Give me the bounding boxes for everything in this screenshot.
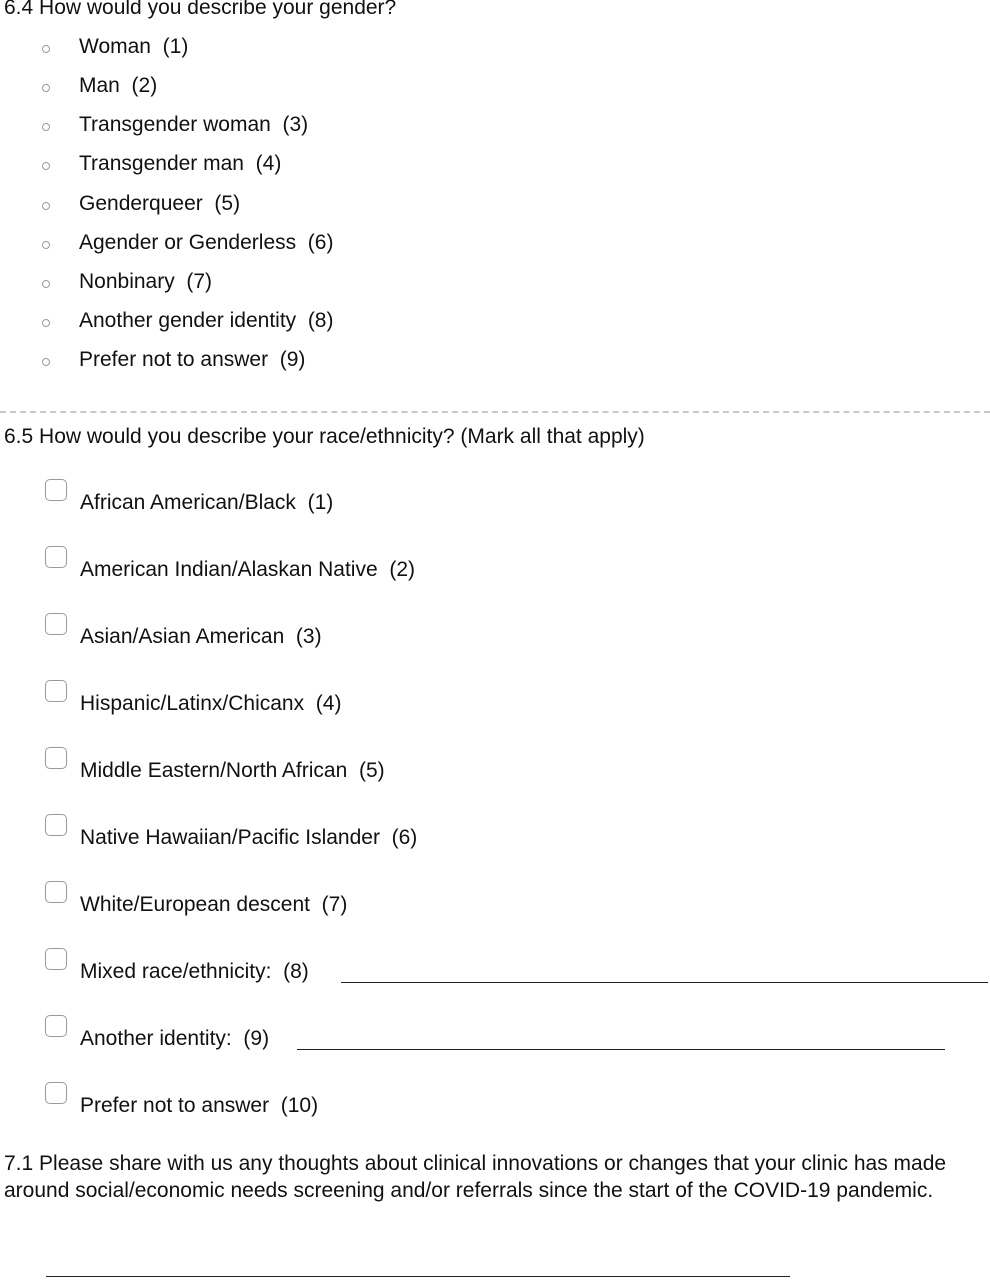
radio-option-label: Transgender woman (3) [79, 113, 309, 136]
mixed-race-text-field[interactable] [341, 982, 988, 983]
checkbox[interactable] [45, 814, 67, 836]
checkbox-option-label: Mixed race/ethnicity: (8) [80, 960, 309, 983]
checkbox-option-native-hawaiian[interactable] [0, 814, 990, 864]
checkbox-option-another-identity[interactable] [0, 1015, 990, 1065]
checkbox-option-label: Hispanic/Latinx/Chicanx (4) [80, 692, 342, 715]
checkbox-option-mixed[interactable] [0, 948, 990, 998]
radio-icon[interactable] [42, 202, 50, 210]
radio-option-label: Agender or Genderless (6) [79, 231, 334, 254]
checkbox-option-american-indian[interactable] [0, 546, 990, 596]
checkbox-option-label: Asian/Asian American (3) [80, 625, 322, 648]
radio-option-label: Transgender man (4) [79, 152, 282, 175]
radio-option-transgender-woman[interactable] [0, 111, 700, 141]
radio-option-another-gender[interactable] [0, 307, 700, 337]
radio-option-man[interactable] [0, 72, 700, 102]
checkbox-option-middle-eastern[interactable] [0, 747, 990, 797]
radio-option-nonbinary[interactable] [0, 268, 700, 298]
checkbox-option-label: Another identity: (9) [80, 1027, 270, 1050]
radio-icon[interactable] [42, 280, 50, 288]
radio-option-label: Nonbinary (7) [79, 270, 213, 293]
radio-option-genderqueer[interactable] [0, 190, 700, 220]
checkbox[interactable] [45, 613, 67, 635]
checkbox[interactable] [45, 680, 67, 702]
checkbox-option-label: Prefer not to answer (10) [80, 1094, 319, 1117]
checkbox[interactable] [45, 881, 67, 903]
checkbox[interactable] [45, 747, 67, 769]
radio-option-transgender-man[interactable] [0, 150, 700, 180]
radio-icon[interactable] [42, 123, 50, 131]
checkbox-option-label: Native Hawaiian/Pacific Islander (6) [80, 826, 418, 849]
radio-option-label: Prefer not to answer (9) [79, 348, 306, 371]
checkbox[interactable] [45, 1015, 67, 1037]
radio-option-prefer-not[interactable] [0, 346, 700, 376]
another-identity-text-field[interactable] [297, 1049, 945, 1050]
checkbox-option-label: White/European descent (7) [80, 893, 348, 916]
question-7-1-text: 7.1 Please share with us any thoughts about clinical innovations or changes that your clinic has made around social/economic needs screening and/or referrals since the start of the COVID-19 pandemic. [4, 1152, 947, 1202]
checkbox-option-asian[interactable] [0, 613, 990, 663]
radio-option-label: Man (2) [79, 74, 158, 97]
radio-icon[interactable] [42, 358, 50, 366]
checkbox[interactable] [45, 546, 67, 568]
question-7-1-answer-field[interactable] [46, 1276, 790, 1277]
question-divider [0, 411, 990, 413]
checkbox[interactable] [45, 948, 67, 970]
radio-icon[interactable] [42, 162, 50, 170]
checkbox-option-prefer-not[interactable] [0, 1082, 990, 1132]
radio-option-label: Genderqueer (5) [79, 192, 241, 215]
question-6-4-title: 6.4 How would you describe your gender? [4, 0, 397, 19]
checkbox[interactable] [45, 1082, 67, 1104]
radio-option-label: Woman (1) [79, 35, 189, 58]
radio-option-label: Another gender identity (8) [79, 309, 334, 332]
checkbox-option-hispanic[interactable] [0, 680, 990, 730]
radio-icon[interactable] [42, 319, 50, 327]
checkbox-option-white[interactable] [0, 881, 990, 931]
radio-option-woman[interactable] [0, 33, 700, 63]
checkbox-option-label: American Indian/Alaskan Native (2) [80, 558, 415, 581]
checkbox-option-label: Middle Eastern/North African (5) [80, 759, 385, 782]
checkbox-option-african-american[interactable] [0, 479, 990, 529]
question-6-5-title: 6.5 How would you describe your race/ethnicity? (Mark all that apply) [4, 425, 645, 448]
radio-icon[interactable] [42, 84, 50, 92]
radio-option-agender[interactable] [0, 229, 700, 259]
checkbox[interactable] [45, 479, 67, 501]
radio-icon[interactable] [42, 45, 50, 53]
checkbox-option-label: African American/Black (1) [80, 491, 334, 514]
radio-icon[interactable] [42, 241, 50, 249]
